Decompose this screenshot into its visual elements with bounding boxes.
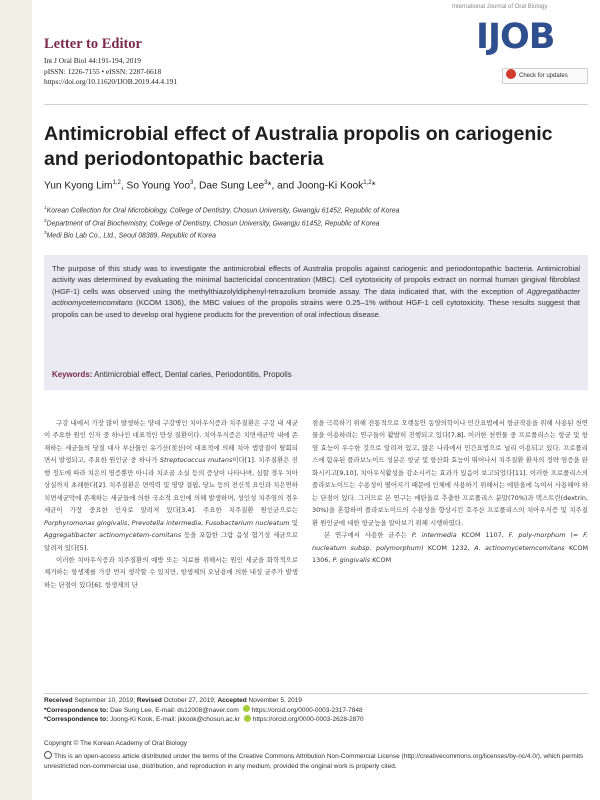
body-column-left	[44, 417, 298, 591]
text-run: 및	[289, 518, 298, 527]
creative-commons-icon	[44, 751, 52, 759]
license-body: This is an open-access article distributed under the terms of the Creative Commons Attribution Non-Commercial License (http://creativecommons.org/licenses/by-nc/4.0/), which permits unrestricted non-commercial use, distribution, and reproduction in any medium, provided the original work is properly cited.	[44, 753, 584, 770]
author-separator: ,	[193, 180, 200, 192]
orcid-icon	[243, 705, 250, 712]
body-paragraph: 이러한 치아우식증과 치주질환의 예방 또는 치료를 위해서는 원인 세균을 화학적으로 제거하는 항생제를 가장 먼저 생각할 수 있지만, 항생제의 오남용에 의한 내성 균주가 발생하는 단점이 있다[6]. 항생제의 단	[44, 555, 298, 589]
body-paragraph	[44, 417, 298, 554]
text-run: ,	[127, 518, 132, 527]
keywords	[52, 370, 580, 379]
text-run: KCOM 1306,	[312, 543, 588, 564]
copyright-line: Copyright © The Korean Academy of Oral Biology	[44, 740, 188, 747]
affiliation-item	[44, 217, 584, 230]
text-run: 구강 내에서 가장 많이 발생하는 양대 구강병인 치아우식증과 치주질환은 구강 내 세균이 주요한 원인 인자 중 하나인 대표적인 만성 질환이다. 치아우식증은 치면세균막 내에 존재하는 세균들의 당질 대사 부산물인 유기산(젖산)이 대표적에 의해 치아 법랑질이 탈회되면서 발생되고, 주요한 원인균 중 하나가	[44, 419, 298, 465]
text-run: 이다[1]. 치주질환은 진행 정도에 따라 치은의 염증뿐만 아니라 치조골 소실 등의 증상이 나타나며, 심할 경우 치아 상실까지 초래한다[2]. 치주질환은 면역력 및 영양 결핍, 당뇨 등의 전신적 요인과 치은연하 치면세균막에 존재하는 세균들에 의한 국소적 요인에 의해 발생하며, 성인성 치주염의 경우 세균이 가장 중요한 인자로 알려져 있다[3,4]. 주요한 치주질환 원인균으로는	[44, 456, 298, 515]
footer-divider	[44, 693, 588, 694]
header-divider	[44, 104, 588, 105]
dates-line	[44, 696, 588, 706]
citation-doi-link[interactable]: https://doi.org/10.11620/IJOB.2019.44.4.191	[44, 77, 178, 86]
check-updates-label: Check for updates	[519, 73, 568, 79]
abstract-segment: The purpose of this study was to investigate the antimicrobial effects of Australia propolis against cariogenic and periodontopathic bacteria. Antimicrobial activity was determined by evaluating the minimal bactericidal concentration (MBC). Cell cytotoxicity of propolis extract on normal human gingival fibroblast (HGF-1) cells was observed using the methylthiazolyldiphenyl-tetrazolium bromide assay. The data indicated that, with the exception of	[52, 264, 580, 296]
species-name: A. actinomycetemcomitans	[474, 543, 565, 552]
correspondence-label: *Correspondence to:	[44, 716, 109, 724]
author-affiliation-sup: 1,2	[112, 180, 121, 186]
species-name: P. gingivalis	[332, 555, 371, 564]
species-name: F. nucleatum subsp. polymorphum	[312, 531, 589, 552]
author-affiliation-sup: 3	[190, 180, 194, 186]
affiliation-sup: 3	[44, 231, 47, 236]
body-paragraph	[312, 529, 588, 566]
author-separator: ,	[120, 180, 127, 192]
citation-block	[44, 56, 177, 88]
left-margin-stripe	[0, 0, 32, 800]
correspondence-label: *Correspondence to:	[44, 706, 109, 714]
text-run: ,	[201, 518, 206, 527]
received-date: September 10, 2019;	[72, 697, 137, 704]
license-text	[44, 752, 588, 771]
text-run: (=	[565, 531, 584, 540]
abstract-segment: (KCOM 1306), the MBC values of the propolis strains were 0.25–1% without HGF-1 cell cytotoxicity. These results suggest that propolis can be used to develop oral hygiene products for the prevention of oral infectious disease.	[52, 298, 580, 319]
author-name: Yun Kyong Lim	[44, 180, 113, 192]
revised-date: October 27, 2019;	[161, 697, 218, 704]
author-list	[44, 180, 584, 191]
revised-label: Revised	[136, 697, 162, 704]
species-name: Aggregatibacter actinomycetem-comitans	[44, 531, 182, 540]
correspondence-line	[44, 706, 588, 716]
correspondence-line	[44, 715, 588, 725]
accepted-date: November 5, 2019	[246, 697, 303, 704]
text-run: 등을 포함한 그람 음성 혐기성 세균으로 알려져 있다[5].	[44, 531, 298, 552]
article-title: Antimicrobial effect of Australia propolis on cariogenic and periodontopathic bacteria	[44, 123, 553, 170]
citation-issn: pISSN: 1226-7155 • eISSN: 2287-6618	[44, 66, 162, 76]
author-separator: , and	[271, 180, 297, 192]
affiliation-text: Department of Oral Biochemistry, College of Dentistry, Chosun University, Gwangju 61452, Republic of Korea	[46, 219, 380, 227]
received-label: Received	[44, 697, 73, 704]
article-footer	[44, 696, 588, 725]
text-run: ) KCOM 1232,	[421, 543, 475, 552]
affiliation-sup: 1	[44, 206, 47, 211]
species-name: F. poly-morphum	[508, 531, 566, 540]
text-run: KCOM	[370, 555, 392, 564]
affiliation-text: Medi Bio Lab Co., Ltd., Seoul 08389, Republic of Korea	[46, 232, 216, 240]
body-paragraph: 점을 극복하기 위해 전통적으로 오랫동안 동양의학이나 민간요법에서 항균작용을 위해 사용된 천연물을 이용하려는 연구들이 활발히 진행되고 있다[7,8]. 이러한 천연물 중 프로폴리스는 항균 및 항염 효능이 우수한 것으로 알려져 있고, 많은 나라에서 민간요법으로 널리 이용되고 있다. 프로폴리스에 함유된 플라보노이드 성분은 항균 및 항산화 효능이 뛰어나서 치주질환 환자의 정략 염증을 완화시키고[9,10], 치아우식활성을 감소시키는 효과가 있음이 보고되었다[11]. 이러한 프로폴리스의 플라보노이드는 수용성이 떨어지기 때문에 인체에 사용하기 위해서는 에탄올에 녹여서 사용해야 하는 단점이 있다. 그러므로 본 연구는 에탄올로 추출한 프로폴리스 분말(70%)과 덱스트린(dextrin, 30%)을 혼합하여 플라보노이드의 수용성을 향상시킨 호주산 프로폴리스의 치아우식증 및 치주질환 원인균에 대한 항균능을 알아보기 위해 시행하였다.	[312, 419, 588, 527]
ijob-logo[interactable]	[476, 16, 586, 58]
affiliation-list	[44, 204, 584, 242]
affiliation-item	[44, 204, 584, 217]
corresponding-star: *	[267, 180, 272, 192]
journal-name-small: International Journal of Oral Biology	[452, 4, 548, 10]
species-name: Fusobacterium nucleatum	[205, 518, 290, 527]
author-affiliation-sup: 3	[264, 180, 268, 186]
author-affiliation-sup: 1,2	[363, 180, 372, 186]
article-type: Letter to Editor	[44, 36, 142, 52]
check-for-updates-button[interactable]	[502, 68, 588, 84]
species-name: P. intermedia	[411, 531, 457, 540]
author-name: Dae Sung Lee	[199, 180, 265, 192]
affiliation-item	[44, 229, 584, 242]
logo-text: IJOB	[476, 17, 555, 57]
abstract-text	[52, 263, 580, 320]
author-name: Joong-Ki Kook	[296, 180, 364, 192]
species-name: Porphyromonas gingivalis	[44, 518, 128, 527]
affiliation-text: Korean Collection for Oral Microbiology, College of Dentistry, Chosun University, Gwangju 61452, Republic of Korea	[46, 207, 400, 215]
author-name: So Young Yoo	[126, 180, 191, 192]
keywords-label: Keywords:	[52, 370, 93, 379]
species-name: Prevotella intermedia	[131, 518, 202, 527]
orcid-icon	[244, 715, 251, 722]
orcid-link[interactable]: https://orcid.org/0000-0003-2317-7848	[251, 706, 363, 714]
citation-volume: Int J Oral Biol 44:191-194, 2019	[44, 56, 141, 65]
text-run: KCOM 1107,	[456, 531, 509, 540]
check-updates-icon	[506, 69, 516, 79]
keywords-text: Antimicrobial effect, Dental caries, Periodontitis, Propolis	[92, 370, 292, 379]
species-name: Streptococcus mutans	[159, 456, 233, 465]
text-run: 본 연구에서 사용한 균주는	[324, 531, 412, 540]
affiliation-sup: 2	[44, 218, 47, 224]
orcid-link[interactable]: https://orcid.org/0000-0003-2628-2870	[252, 716, 364, 724]
correspondence-email: Joong-Ki Kook, E-mail: jkkook@chosun.ac.kr	[108, 716, 242, 724]
body-column-right	[312, 417, 588, 566]
corresponding-star: *	[371, 180, 376, 192]
correspondence-email: Dae Sung Lee, E-mail: ds12008@naver.com	[108, 706, 241, 714]
accepted-label: Accepted	[217, 697, 247, 704]
abstract-species: Aggregatibacter actinomycetemcomitans	[52, 286, 580, 308]
